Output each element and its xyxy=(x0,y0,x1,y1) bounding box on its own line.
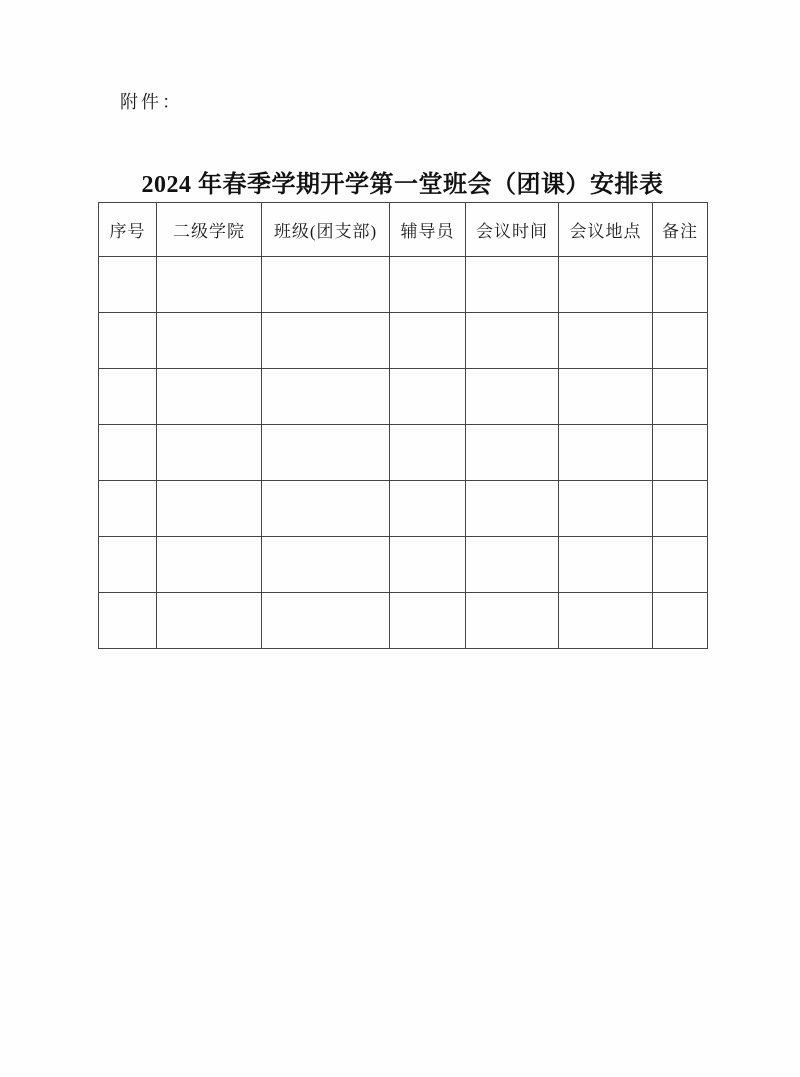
empty-cell xyxy=(653,481,708,537)
table-row xyxy=(99,593,708,649)
empty-cell xyxy=(262,369,390,425)
header-cell-counselor: 辅导员 xyxy=(390,203,466,257)
empty-cell xyxy=(466,481,559,537)
empty-cell xyxy=(466,369,559,425)
empty-cell xyxy=(157,313,262,369)
empty-cell xyxy=(390,257,466,313)
empty-cell xyxy=(653,425,708,481)
header-cell-meeting-time: 会议时间 xyxy=(466,203,559,257)
empty-cell xyxy=(157,537,262,593)
empty-cell xyxy=(653,537,708,593)
empty-cell xyxy=(559,481,653,537)
empty-cell xyxy=(390,313,466,369)
empty-cell xyxy=(559,313,653,369)
empty-cell xyxy=(466,313,559,369)
empty-cell xyxy=(262,593,390,649)
empty-cell xyxy=(653,257,708,313)
header-cell-class-branch: 班级(团支部) xyxy=(262,203,390,257)
empty-cell xyxy=(653,369,708,425)
empty-cell xyxy=(466,593,559,649)
attachment-label: 附件： xyxy=(120,92,183,112)
empty-cell xyxy=(466,257,559,313)
empty-cell xyxy=(653,313,708,369)
table-row xyxy=(99,313,708,369)
empty-cell xyxy=(99,257,157,313)
table-row xyxy=(99,481,708,537)
table-row xyxy=(99,257,708,313)
empty-cell xyxy=(559,257,653,313)
empty-cell xyxy=(157,369,262,425)
table-body xyxy=(99,257,708,649)
empty-cell xyxy=(262,481,390,537)
empty-cell xyxy=(466,425,559,481)
empty-cell xyxy=(390,425,466,481)
empty-cell xyxy=(653,593,708,649)
table-row xyxy=(99,369,708,425)
empty-cell xyxy=(390,481,466,537)
empty-cell xyxy=(262,537,390,593)
empty-cell xyxy=(466,537,559,593)
empty-cell xyxy=(262,313,390,369)
header-cell-college: 二级学院 xyxy=(157,203,262,257)
header-cell-remarks: 备注 xyxy=(653,203,708,257)
empty-cell xyxy=(262,257,390,313)
empty-cell xyxy=(99,537,157,593)
table-row xyxy=(99,425,708,481)
empty-cell xyxy=(559,593,653,649)
empty-cell xyxy=(559,425,653,481)
schedule-table xyxy=(98,202,708,649)
empty-cell xyxy=(390,593,466,649)
empty-cell xyxy=(99,313,157,369)
header-cell-meeting-place: 会议地点 xyxy=(559,203,653,257)
header-cell-serial-number: 序号 xyxy=(99,203,157,257)
empty-cell xyxy=(99,369,157,425)
empty-cell xyxy=(157,593,262,649)
document-title: 2024 年春季学期开学第一堂班会（团课）安排表 xyxy=(141,172,664,198)
empty-cell xyxy=(157,257,262,313)
empty-cell xyxy=(99,481,157,537)
empty-cell xyxy=(157,481,262,537)
empty-cell xyxy=(559,537,653,593)
empty-cell xyxy=(157,425,262,481)
empty-cell xyxy=(262,425,390,481)
empty-cell xyxy=(390,537,466,593)
empty-cell xyxy=(99,593,157,649)
table-header-row xyxy=(99,203,708,257)
empty-cell xyxy=(559,369,653,425)
empty-cell xyxy=(390,369,466,425)
empty-cell xyxy=(99,425,157,481)
table-row xyxy=(99,537,708,593)
